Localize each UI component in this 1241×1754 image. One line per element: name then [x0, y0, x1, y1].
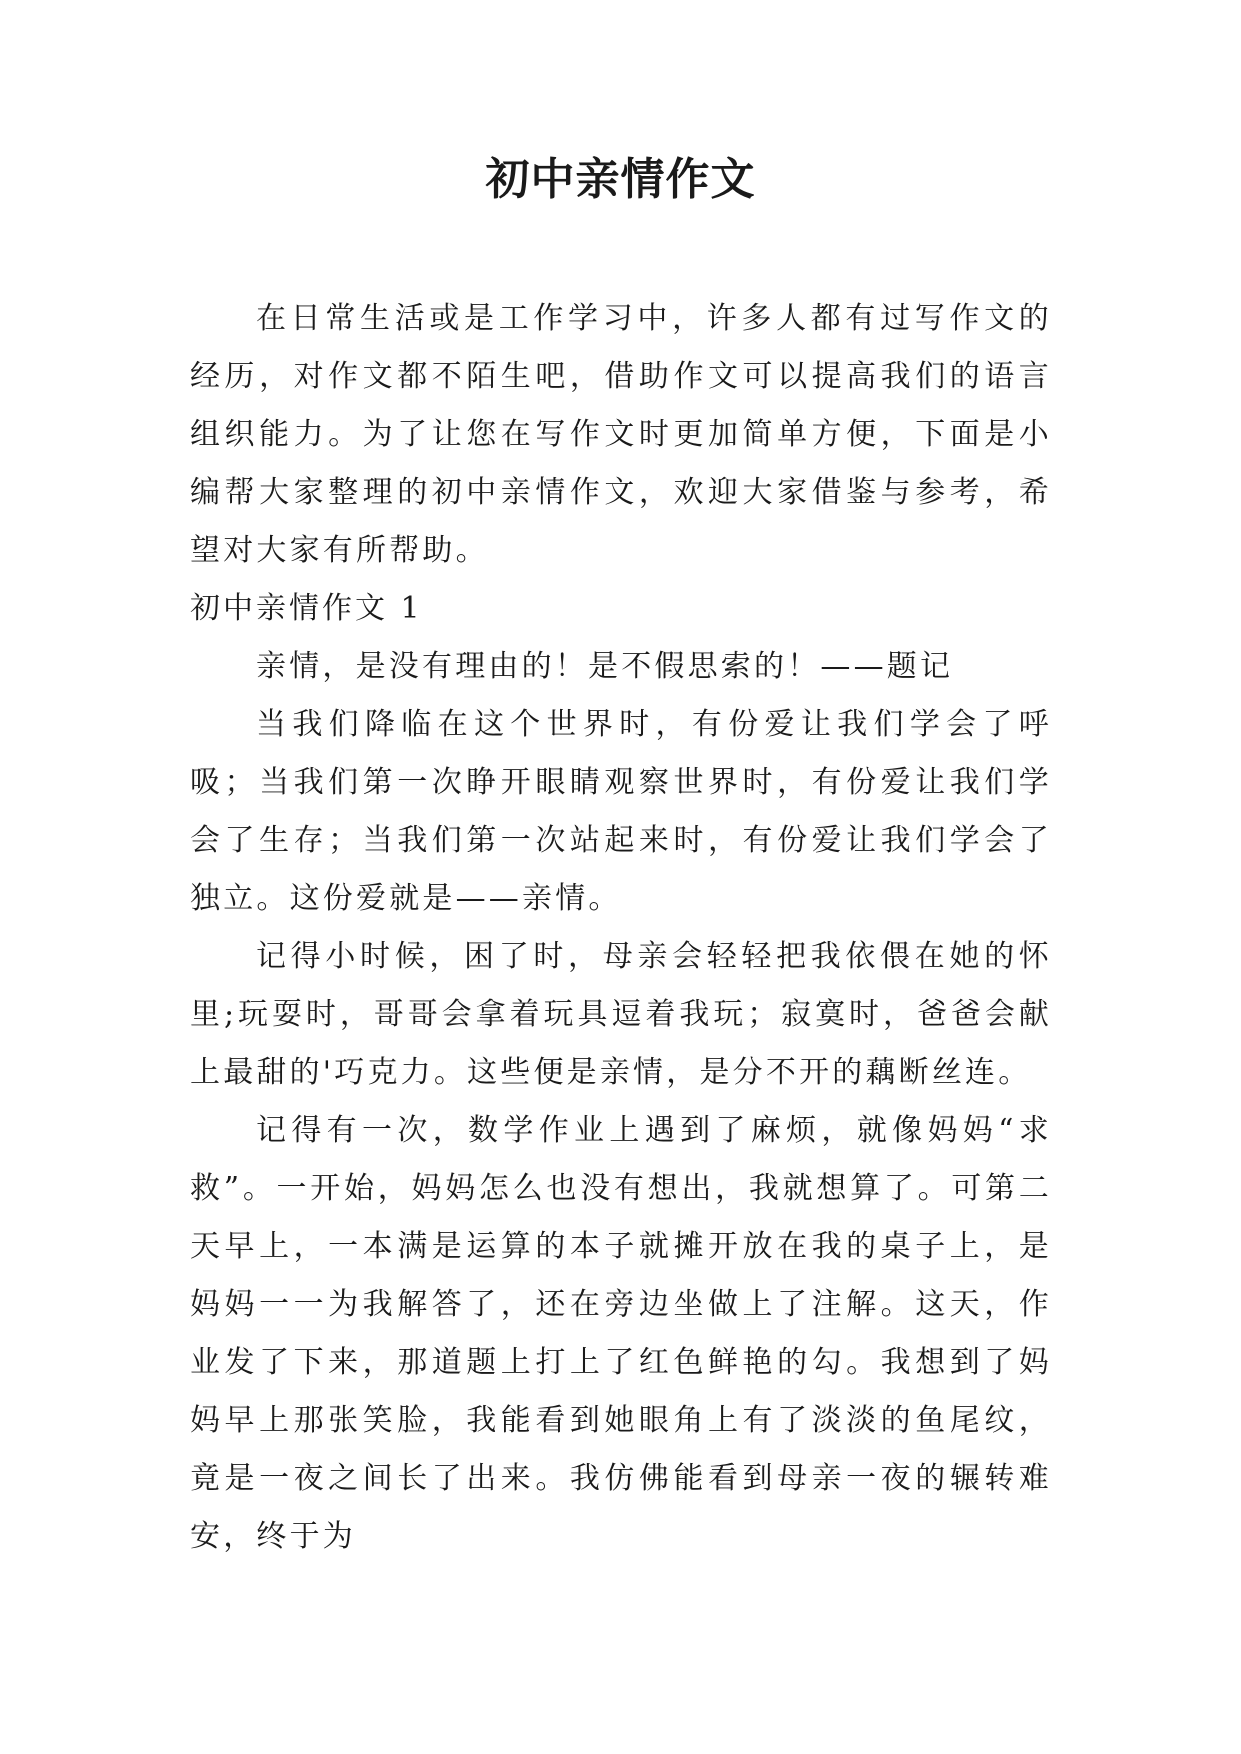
intro-paragraph: 在日常生活或是工作学习中，许多人都有过写作文的经历，对作文都不陌生吧，借助作文可以提高我们的语言组织能力。为了让您在写作文时更加简单方便，下面是小编帮大家整理的初中亲情作文，欢迎大家借鉴与参考，希望对大家有所帮助。 [190, 301, 1052, 568]
body-paragraph-2: 记得小时候，困了时，母亲会轻轻把我依偎在她的怀里;玩耍时，哥哥会拿着玩具逗着我玩；寂寞时，爸爸会献上最甜的'巧克力。这些便是亲情，是分不开的藕断丝连。 [190, 939, 1052, 1090]
document-body [190, 290, 1052, 1566]
epigraph-paragraph: 亲情，是没有理由的！是不假思索的！——题记 [256, 649, 954, 684]
document-title: 初中亲情作文 [485, 154, 756, 205]
body-paragraph-3: 记得有一次，数学作业上遇到了麻烦，就像妈妈“求救”。一开始，妈妈怎么也没有想出，我就想算了。可第二天早上，一本满是运算的本子就摊开放在我的桌子上，是妈妈一一为我解答了，还在旁边坐做上了注解。这天，作业发了下来，那道题上打上了红色鲜艳的勾。我想到了妈妈早上那张笑脸，我能看到她眼角上有了淡淡的鱼尾纹，竟是一夜之间长了出来。我仿佛能看到母亲一夜的辗转难安，终于为 [190, 1113, 1052, 1554]
body-paragraph-1: 当我们降临在这个世界时，有份爱让我们学会了呼吸；当我们第一次睁开眼睛观察世界时，有份爱让我们学会了生存；当我们第一次站起来时，有份爱让我们学会了独立。这份爱就是——亲情。 [190, 707, 1052, 916]
section-heading: 初中亲情作文 1 [190, 591, 423, 626]
